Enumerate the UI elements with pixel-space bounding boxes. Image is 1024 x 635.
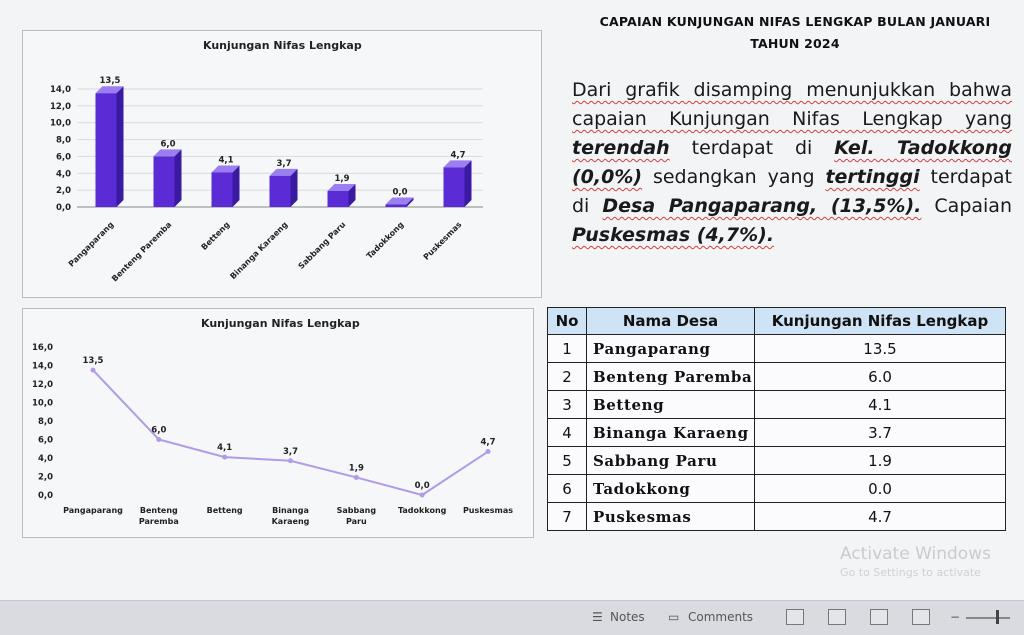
line-chart-title: Kunjungan Nifas Lengkap	[201, 317, 360, 330]
header-kunjungan: Kunjungan Nifas Lengkap	[755, 308, 1006, 335]
x-tick-label: Sabbang Paru	[296, 220, 348, 271]
data-point	[354, 475, 359, 480]
y-tick-label: 12,0	[32, 380, 53, 390]
table-row	[548, 335, 1006, 363]
para-tadokkong: Kel. Tadokkong (0,0%)	[572, 137, 1012, 188]
summary-paragraph	[572, 76, 1012, 250]
bar-chart	[23, 31, 541, 297]
y-tick-label: 10,0	[50, 118, 71, 129]
cell-value: 4.1	[755, 391, 1006, 419]
table-row	[548, 419, 1006, 447]
y-tick-label: 14,0	[50, 85, 71, 95]
bar	[154, 156, 175, 207]
bar-chart-panel[interactable]	[22, 30, 542, 298]
y-tick-label: 2,0	[55, 186, 71, 197]
cell-nama-desa: Pangaparang	[587, 335, 755, 363]
header-nama-desa: Nama Desa	[587, 308, 755, 335]
para-text-2: terdapat di	[669, 137, 835, 159]
data-label: 0,0	[392, 187, 408, 198]
cell-value: 6.0	[755, 363, 1006, 391]
y-tick-label: 4,0	[37, 454, 53, 464]
x-tick-label: Karaeng	[271, 517, 310, 526]
data-label: 1,9	[348, 463, 364, 474]
x-tick-label: Benteng	[139, 506, 178, 515]
cell-no: 7	[548, 503, 587, 531]
cell-nama-desa: Puskesmas	[587, 503, 755, 531]
para-text-3: sedangkan yang	[642, 166, 826, 188]
line-chart-panel[interactable]	[22, 308, 534, 538]
bar	[444, 167, 465, 207]
bar-chart-title: Kunjungan Nifas Lengkap	[203, 39, 362, 52]
para-terendah: terendah	[572, 137, 670, 159]
data-point	[420, 493, 425, 498]
y-tick-label: 10,0	[32, 398, 53, 409]
x-tick-label: Betteng	[206, 506, 243, 515]
para-pangaparang: Desa Pangaparang, (13,5%).	[602, 195, 922, 217]
data-label: 4,1	[218, 155, 234, 166]
y-tick-label: 8,0	[55, 135, 71, 146]
table-row	[548, 363, 1006, 391]
cell-nama-desa: Betteng	[587, 391, 755, 419]
cell-nama-desa: Benteng Paremba	[587, 363, 755, 391]
data-label: 4,7	[450, 150, 466, 161]
cell-value: 4.7	[755, 503, 1006, 531]
x-tick-label: Paru	[345, 517, 367, 526]
data-label: 3,7	[276, 158, 292, 169]
x-tick-label: Tadokkong	[364, 220, 406, 261]
para-puskesmas: Puskesmas (4,7%).	[572, 224, 775, 246]
data-table[interactable]	[547, 307, 1006, 531]
cell-nama-desa: Sabbang Paru	[587, 447, 755, 475]
bar-side	[233, 165, 240, 207]
y-tick-label: 6,0	[37, 435, 53, 446]
notes-icon[interactable]: ☰	[592, 610, 603, 624]
notes-button[interactable]: Notes	[610, 610, 645, 624]
x-tick-label: Pangaparang	[63, 506, 123, 515]
data-point	[288, 458, 293, 463]
slide-title-line1: CAPAIAN KUNJUNGAN NIFAS LENGKAP BULAN JANUARI	[599, 14, 991, 29]
data-point	[222, 455, 227, 460]
bar-side	[117, 86, 124, 207]
zoom-out-icon[interactable]: −	[950, 610, 961, 624]
normal-view-icon[interactable]	[786, 609, 804, 625]
cell-nama-desa: Binanga Karaeng	[587, 419, 755, 447]
y-tick-label: 4,0	[55, 169, 71, 180]
y-tick-label: 6,0	[55, 152, 71, 163]
x-tick-label: Binanga Karaeng	[228, 220, 290, 282]
bar-side	[175, 149, 182, 207]
data-point	[486, 449, 491, 454]
y-tick-label: 0,0	[55, 203, 71, 213]
data-label: 0,0	[414, 481, 430, 491]
x-tick-label: Binanga	[272, 506, 309, 515]
data-label: 13,5	[99, 76, 121, 87]
data-point	[91, 368, 96, 373]
cell-value: 13.5	[755, 335, 1006, 363]
bar	[270, 176, 291, 207]
bar-side	[465, 160, 472, 207]
cell-no: 6	[548, 475, 587, 503]
y-tick-label: 12,0	[50, 101, 71, 112]
x-tick-label: Pangaparang	[66, 220, 116, 269]
para-text-1: Dari grafik disamping menunjukkan bahwa capaian Kunjungan Nifas Lengkap yang	[572, 79, 1012, 130]
status-bar	[0, 600, 1024, 635]
header-no: No	[548, 308, 587, 335]
cell-no: 3	[548, 391, 587, 419]
y-tick-label: 8,0	[37, 417, 53, 427]
cell-nama-desa: Tadokkong	[587, 475, 755, 503]
slide-sorter-icon[interactable]	[828, 609, 846, 625]
table-row	[548, 447, 1006, 475]
table-row	[548, 391, 1006, 419]
cell-no: 2	[548, 363, 587, 391]
cell-value: 0.0	[755, 475, 1006, 503]
zoom-slider[interactable]	[966, 617, 1010, 619]
cell-value: 3.7	[755, 419, 1006, 447]
bar	[212, 172, 233, 207]
bar	[328, 191, 349, 207]
para-text-5: Capaian	[921, 195, 1012, 217]
data-label: 4,7	[480, 437, 496, 448]
comments-icon[interactable]: ▭	[668, 610, 680, 624]
table-row	[548, 475, 1006, 503]
y-tick-label: 0,0	[37, 491, 53, 501]
data-label: 13,5	[82, 356, 104, 367]
activate-windows-watermark: Activate Windows	[840, 544, 991, 564]
x-tick-label: Tadokkong	[397, 506, 447, 515]
data-label: 1,9	[334, 173, 350, 184]
x-tick-label: Betteng	[199, 220, 232, 252]
slide-title-line2: TAHUN 2024	[750, 36, 840, 51]
x-tick-label: Benteng Paremba	[110, 220, 174, 284]
data-label: 4,1	[217, 443, 233, 454]
table-header-row	[548, 308, 1006, 335]
y-tick-label: 16,0	[32, 343, 53, 353]
cell-no: 4	[548, 419, 587, 447]
activate-windows-subtext: Go to Settings to activate	[840, 566, 981, 579]
y-tick-label: 2,0	[37, 472, 53, 483]
cell-value: 1.9	[755, 447, 1006, 475]
data-label: 6,0	[160, 139, 176, 150]
x-tick-label: Puskesmas	[462, 506, 514, 515]
bar	[386, 205, 407, 208]
line-chart	[23, 309, 533, 537]
comments-button[interactable]: Comments	[688, 610, 754, 624]
para-text-4: terdapat di	[572, 166, 1012, 217]
y-tick-label: 14,0	[32, 361, 53, 372]
cell-no: 5	[548, 447, 587, 475]
data-point	[156, 437, 161, 442]
table-row	[548, 503, 1006, 531]
reading-view-icon[interactable]	[870, 609, 888, 625]
data-label: 6,0	[151, 425, 167, 436]
zoom-slider-thumb[interactable]	[996, 610, 999, 624]
bar	[96, 93, 117, 207]
cell-no: 1	[548, 335, 587, 363]
x-tick-label: Sabbang	[336, 506, 377, 515]
data-label: 3,7	[282, 446, 299, 457]
para-tertinggi: tertinggi	[825, 166, 920, 188]
x-tick-label: Paremba	[138, 517, 179, 526]
x-tick-label: Puskesmas	[421, 220, 464, 262]
slideshow-icon[interactable]	[912, 609, 930, 625]
